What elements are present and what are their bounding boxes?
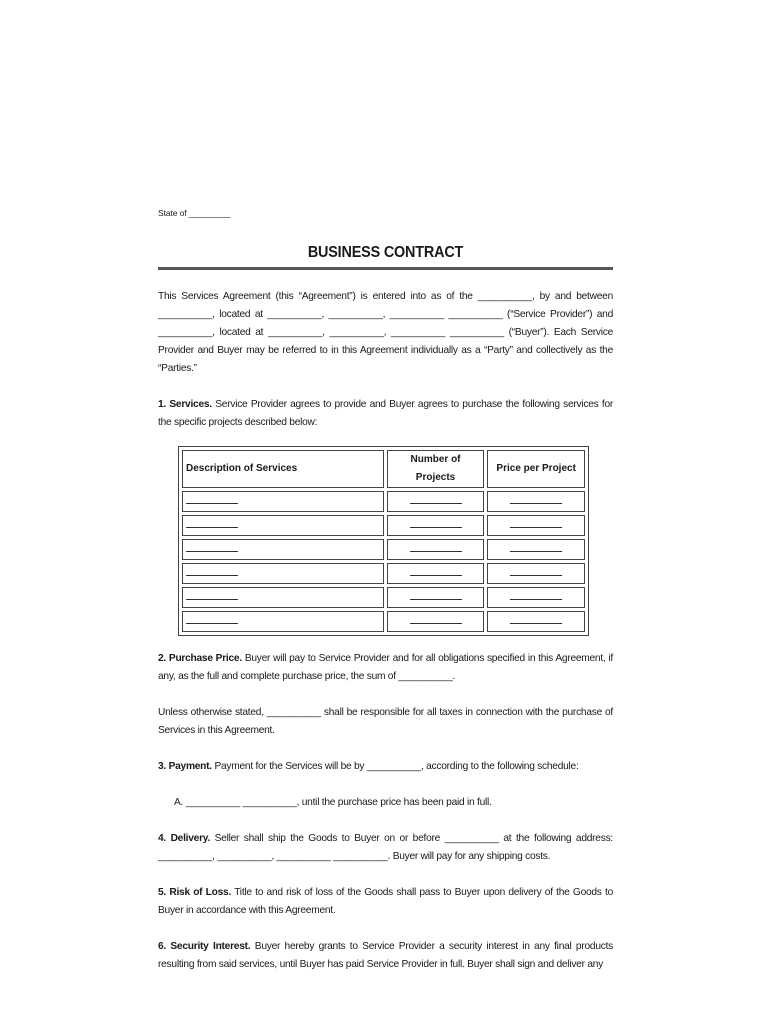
blank-line: [186, 492, 238, 504]
col-price-header: Price per Project: [487, 450, 585, 488]
projects-cell: [387, 491, 485, 512]
title-divider: [158, 267, 613, 270]
blank-line: [410, 588, 462, 600]
projects-cell: [387, 515, 485, 536]
blank-line: [510, 516, 562, 528]
price-cell: [487, 587, 585, 608]
section-delivery-heading: 4. Delivery.: [158, 833, 211, 844]
price-cell: [487, 563, 585, 584]
services-table-row: [182, 563, 585, 584]
blank-line: [186, 564, 238, 576]
section-payment-heading: 3. Payment.: [158, 761, 212, 772]
section-security-interest-heading: 6. Security Interest.: [158, 941, 251, 952]
blank-line: [510, 540, 562, 552]
price-cell: [487, 515, 585, 536]
services-table-header-row: [182, 450, 585, 488]
description-cell: [182, 587, 384, 608]
section-services-text: Service Provider agrees to provide and Buyer agrees to purchase the following services for the specific projects described below:: [158, 399, 614, 428]
section-purchase-price-heading: 2. Purchase Price.: [158, 653, 242, 664]
section-payment: [158, 758, 613, 776]
projects-cell: [387, 587, 485, 608]
col-projects-header: Number of Projects: [387, 450, 485, 488]
blank-line: [186, 516, 238, 528]
blank-line: [410, 612, 462, 624]
blank-line: [186, 540, 238, 552]
section-payment-text: Payment for the Services will be by __________, according to the following schedule:: [211, 761, 579, 772]
projects-cell: [387, 611, 485, 632]
contract-page: [158, 200, 613, 974]
description-cell: [182, 611, 384, 632]
services-table-row: [182, 539, 585, 560]
projects-cell: [387, 563, 485, 584]
section-purchase-price-text: Buyer will pay to Service Provider and for all obligations specified in this Agreement, if any, as the full and complete purchase price, the sum of __________.: [158, 653, 613, 682]
section-services-heading: 1. Services.: [158, 399, 212, 410]
blank-line: [410, 564, 462, 576]
description-cell: [182, 563, 384, 584]
projects-cell: [387, 539, 485, 560]
services-table-row: [182, 491, 585, 512]
section-risk-of-loss-text: Title to and risk of loss of the Goods shall pass to Buyer upon delivery of the Goods to Buyer in accordance with this Agreement.: [158, 887, 613, 916]
description-cell: [182, 539, 384, 560]
description-cell: [182, 515, 384, 536]
intro-paragraph: This Services Agreement (this “Agreement”) is entered into as of the __________, by and between __________, located at __________, __________, __________ __________ (“Service Provider”) and __________, located at __________, __________, __________ __________ (“Buyer”). Each Service Provider and Buyer may be referred to in this Agreement individually as a “Party” and collectively as the “Parties.”: [158, 291, 613, 374]
section-delivery-text: Seller shall ship the Goods to Buyer on or before __________ at the following address: __________, __________, __________ __________. Buyer will pay for any shipping costs.: [158, 833, 613, 862]
state-label: State of _________: [158, 208, 231, 218]
description-cell: [182, 491, 384, 512]
section-purchase-price: [158, 650, 613, 686]
price-cell: [487, 539, 585, 560]
blank-line: [410, 492, 462, 504]
blank-line: [510, 588, 562, 600]
section-risk-of-loss: [158, 884, 613, 920]
price-cell: [487, 611, 585, 632]
services-table: [178, 446, 589, 636]
taxes-paragraph: Unless otherwise stated, __________ shall be responsible for all taxes in connection with the purchase of Services in this Agreement.: [158, 707, 613, 736]
services-table-row: [182, 611, 585, 632]
blank-line: [410, 540, 462, 552]
blank-line: [510, 492, 562, 504]
services-table-row: [182, 515, 585, 536]
blank-line: [410, 516, 462, 528]
section-security-interest-text: Buyer hereby grants to Service Provider a security interest in any final products resulting from said services, until Buyer has paid Service Provider in full. Buyer shall sign and deliver any: [158, 941, 613, 970]
blank-line: [510, 564, 562, 576]
price-cell: [487, 491, 585, 512]
blank-line: [510, 612, 562, 624]
document-title: BUSINESS CONTRACT: [307, 244, 464, 261]
blank-line: [186, 612, 238, 624]
section-delivery: [158, 830, 613, 866]
section-services: [158, 396, 613, 432]
col-description-header: Description of Services: [182, 450, 384, 488]
section-security-interest: [158, 938, 613, 974]
payment-schedule-item-a: A. __________ __________, until the purchase price has been paid in full.: [174, 797, 492, 808]
blank-line: [186, 588, 238, 600]
section-risk-of-loss-heading: 5. Risk of Loss.: [158, 887, 232, 898]
services-table-body: [182, 491, 585, 632]
services-table-row: [182, 587, 585, 608]
